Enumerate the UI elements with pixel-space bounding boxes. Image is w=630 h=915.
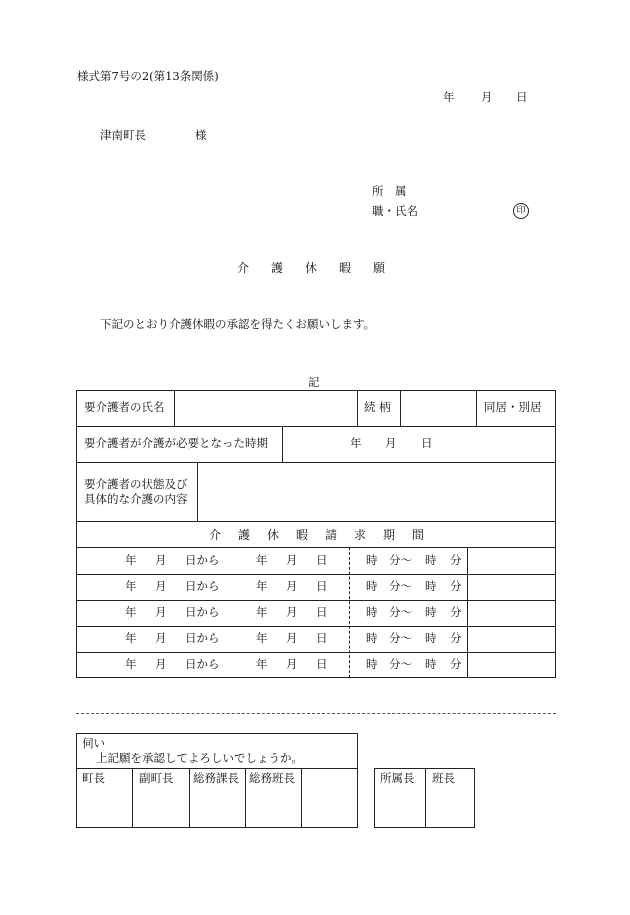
start-minute: 分〜 bbox=[389, 579, 412, 593]
start-day: 日から bbox=[185, 553, 220, 567]
name-label: 職・氏名 bbox=[372, 204, 418, 218]
end-month: 月 bbox=[286, 605, 298, 619]
start-minute: 分〜 bbox=[389, 605, 412, 619]
end-month: 月 bbox=[286, 657, 298, 671]
start-year: 年 bbox=[125, 553, 137, 567]
end-year: 年 bbox=[256, 657, 268, 671]
start-minute: 分〜 bbox=[389, 631, 412, 645]
start-day: 日から bbox=[185, 631, 220, 645]
date-day-label: 日 bbox=[516, 90, 528, 104]
end-year: 年 bbox=[256, 579, 268, 593]
end-hour: 時 bbox=[425, 579, 437, 593]
end-hour: 時 bbox=[425, 553, 437, 567]
start-month: 月 bbox=[155, 631, 167, 645]
end-minute: 分 bbox=[450, 553, 462, 567]
care-recipient-name-label: 要介護者の氏名 bbox=[84, 400, 165, 414]
stamp-department-head: 所属長 bbox=[380, 771, 415, 785]
start-hour: 時 bbox=[366, 631, 378, 645]
start-hour: 時 bbox=[366, 579, 378, 593]
inquiry-text: 上記願を承認してよろしいでしょうか。 bbox=[96, 751, 303, 765]
form-number: 様式第7号の2(第13条関係) bbox=[77, 69, 219, 83]
seal-mark: 印 bbox=[513, 203, 529, 219]
stamp-deputy-mayor: 副町長 bbox=[139, 771, 174, 785]
start-year: 年 bbox=[125, 579, 137, 593]
cut-line bbox=[76, 713, 556, 714]
end-day: 日 bbox=[316, 631, 328, 645]
date-month-label: 月 bbox=[481, 90, 493, 104]
stamp-general-affairs-group-leader: 総務班長 bbox=[249, 771, 295, 785]
care-needed-month: 月 bbox=[385, 436, 397, 450]
end-year: 年 bbox=[256, 631, 268, 645]
start-year: 年 bbox=[125, 605, 137, 619]
stamp-group-leader: 班長 bbox=[432, 771, 455, 785]
relationship-label: 続 柄 bbox=[364, 400, 391, 414]
condition-label-line2: 具体的な介護の内容 bbox=[84, 492, 188, 506]
end-hour: 時 bbox=[425, 631, 437, 645]
start-hour: 時 bbox=[366, 605, 378, 619]
end-minute: 分 bbox=[450, 631, 462, 645]
stamp-mayor: 町長 bbox=[82, 771, 105, 785]
start-month: 月 bbox=[155, 605, 167, 619]
stamp-general-affairs-chief: 総務課長 bbox=[193, 771, 239, 785]
care-needed-year: 年 bbox=[350, 436, 362, 450]
end-minute: 分 bbox=[450, 579, 462, 593]
care-needed-time-label: 要介護者が介護が必要となった時期 bbox=[84, 436, 268, 450]
end-day: 日 bbox=[316, 605, 328, 619]
start-day: 日から bbox=[185, 579, 220, 593]
start-minute: 分〜 bbox=[389, 657, 412, 671]
start-day: 日から bbox=[185, 657, 220, 671]
start-minute: 分〜 bbox=[389, 553, 412, 567]
end-year: 年 bbox=[256, 605, 268, 619]
start-year: 年 bbox=[125, 631, 137, 645]
end-day: 日 bbox=[316, 579, 328, 593]
date-year-label: 年 bbox=[443, 90, 455, 104]
end-month: 月 bbox=[286, 579, 298, 593]
period-header: 介護休暇請求期間 bbox=[209, 528, 442, 542]
start-month: 月 bbox=[155, 579, 167, 593]
document-title: 介護休暇願 bbox=[237, 261, 408, 275]
intro-text: 下記のとおり介護休暇の承認を得たくお願いします。 bbox=[100, 317, 376, 331]
end-month: 月 bbox=[286, 553, 298, 567]
end-day: 日 bbox=[316, 553, 328, 567]
condition-label-line1: 要介護者の状態及び bbox=[84, 477, 188, 491]
start-hour: 時 bbox=[366, 657, 378, 671]
honorific: 様 bbox=[195, 128, 207, 142]
start-year: 年 bbox=[125, 657, 137, 671]
start-month: 月 bbox=[155, 553, 167, 567]
end-minute: 分 bbox=[450, 605, 462, 619]
care-needed-day: 日 bbox=[421, 436, 433, 450]
residence-label: 同居・別居 bbox=[484, 400, 542, 414]
inquiry-label: 伺い bbox=[82, 736, 105, 750]
end-hour: 時 bbox=[425, 657, 437, 671]
end-month: 月 bbox=[286, 631, 298, 645]
addressee: 津南町長 bbox=[100, 128, 146, 142]
end-hour: 時 bbox=[425, 605, 437, 619]
affiliation-label: 所 属 bbox=[372, 184, 407, 198]
start-month: 月 bbox=[155, 657, 167, 671]
end-minute: 分 bbox=[450, 657, 462, 671]
start-day: 日から bbox=[185, 605, 220, 619]
record-mark: 記 bbox=[308, 375, 320, 389]
end-day: 日 bbox=[316, 657, 328, 671]
end-year: 年 bbox=[256, 553, 268, 567]
start-hour: 時 bbox=[366, 553, 378, 567]
